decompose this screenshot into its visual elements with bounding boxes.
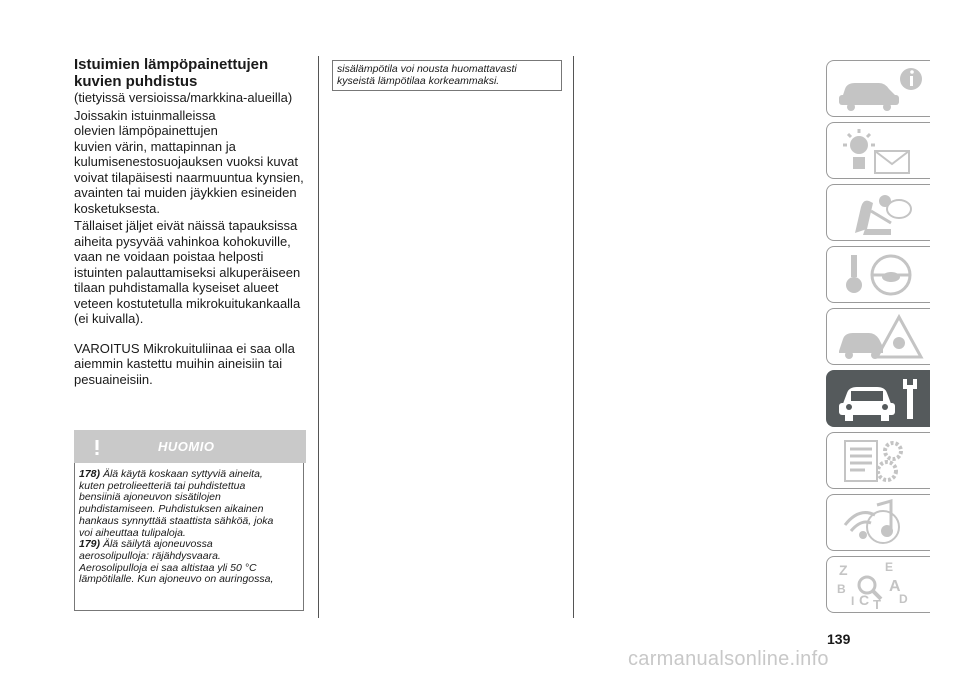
column-divider-right [573,56,574,618]
index-letter: I [851,594,855,608]
paragraph-1: Joissakin istuinmalleissa olevien lämpöpainettujen kuvien värin, mattapinnan ja kulumisenestosuojauksen vuoksi kuvat voivat tilapäisesti naarmuuntua kynsien, avainten tai muiden jäykkien esineiden kosketuksesta. [74,107,304,216]
tab-lights-messages[interactable] [826,122,930,179]
key-steering-icon [835,251,925,299]
paragraph-2: Tällaiset jäljet eivät näissä tapauksissa aiheita pysyvää vahinkoa kohokuville, vaan ne voidaan poistaa helposti istuinten palauttamiseksi alkuperäiseen tilaan puhdistamalla kyseiset alueet veteen kostutetulla mikrokuitukankaalla (ei kuivalla). [74,218,301,326]
tab-car-info[interactable] [826,60,930,117]
tab-emergency[interactable] [826,308,930,365]
section-subtitle: (tietyissä versioissa/markkina-alueilla) [74,90,293,105]
note-label: HUOMIO [158,439,215,454]
index-letter: T [873,597,881,609]
media-music-icon [835,499,925,547]
alphabet-index-icon [835,561,925,609]
index-letter: E [885,561,894,574]
note-box [74,463,304,611]
lights-message-icon [835,127,925,175]
note-header [74,430,306,463]
car-warning-icon [835,313,925,361]
index-letter: C [859,592,870,608]
column-divider-left [318,56,319,618]
tab-safety[interactable] [826,184,930,241]
car-info-icon [835,65,925,113]
note-item-178: 178) Älä käytä koskaan syttyviä aineita, kuten petrolieetteriä tai puhdistettua bensiiniä ajoneuvon sisätilojen puhdistamiseen. Puhdistuksen aikainen hankaus synnyttää staattista sähköä, joka voi aiheuttaa tulipaloja. [79,468,274,539]
note-item-179: 179) Älä säilytä ajoneuvossa aerosolipulloja: räjähdysvaara. Aerosolipulloja ei saa altistaa yli 50 °C lämpötilalle. Kun ajoneuvo on auringossa, [79,538,274,586]
tab-index[interactable] [826,556,930,613]
tab-maintenance[interactable] [826,370,930,427]
data-gears-icon [835,437,925,485]
index-letter: D [899,592,908,606]
note-continuation-box: sisälämpötila voi nousta huomattavasti kyseistä lämpötilaa korkeammaksi. [332,60,562,91]
index-letter: A [889,578,901,595]
warning-triangle-icon [84,434,110,463]
section-title: Istuimien lämpöpainettujen kuvien puhdistus [74,56,269,90]
index-letter: B [837,582,846,596]
main-column [74,56,310,387]
tab-starting-driving[interactable] [826,246,930,303]
tab-technical-data[interactable] [826,432,930,489]
tab-multimedia[interactable] [826,494,930,551]
warning-paragraph: VAROITUS Mikrokuituliinaa ei saa olla aiemmin kastettu muihin aineisiin tai pesuaineisiin. [74,340,295,387]
watermark: carmanualsonline.info [628,648,829,670]
page-number: 139 [827,631,851,647]
car-wrench-icon [835,375,925,423]
index-letter: Z [839,562,848,578]
airbag-seat-icon [835,189,925,237]
